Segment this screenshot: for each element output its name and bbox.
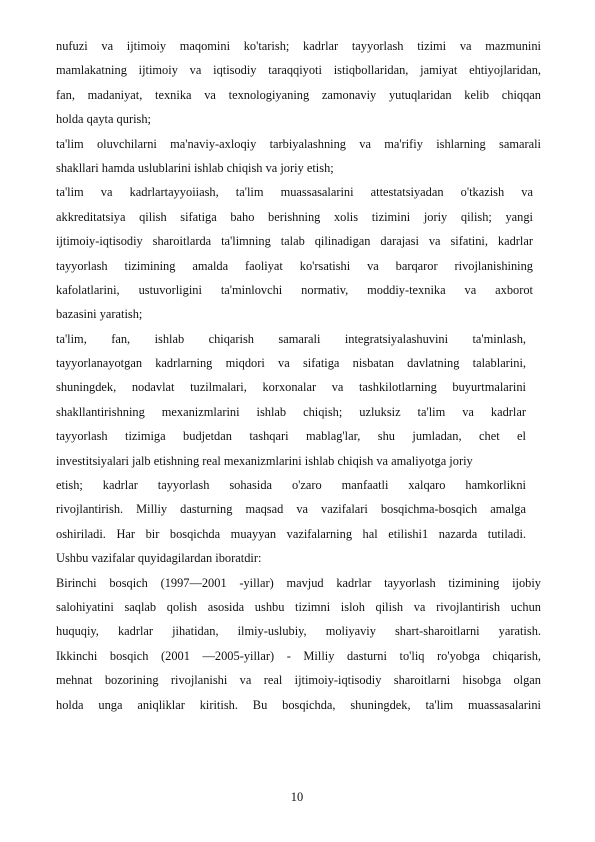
- text-line: holda unga aniqliklar kiritish. Bu bosqichda, shuningdek, ta'lim muassasalarini: [56, 698, 541, 712]
- text-line: ta'lim oluvchilarni ma'naviy-axloqiy tarbiyalashning va ma'rifiy ishlarning samarali: [56, 137, 541, 151]
- text-line: tayyorlash tizimining amalda faoliyat ko'rsatishi va barqaror rivojlanishining: [56, 259, 533, 273]
- text-line: salohiyatini saqlab qolish asosida ushbu tizimni isloh qilish va rivojlantirish uchun: [56, 600, 541, 614]
- text-line: kafolatlarini, ustuvorligini ta'minlovchi normativ, moddiy-texnika va axborot: [56, 283, 533, 297]
- text-line: huquqiy, kadrlar jihatidan, ilmiy-uslubiy, moliyaviy shart-sharoitlarni yaratish.: [56, 624, 541, 638]
- page-number: 10: [290, 790, 304, 804]
- text-line: shakllantirishning mexanizmlarini ishlab chiqish; uzluksiz ta'lim va kadrlar: [56, 405, 526, 419]
- text-line: ijtimoiy-iqtisodiy sharoitlarda ta'limning talab qilinadigan darajasi va sifatini, kadrlar: [56, 234, 533, 248]
- text-line: mehnat bozorining rivojlanishi va real ijtimoiy-iqtisodiy sharoitlarni hisobga olgan: [56, 673, 541, 687]
- text-line: holda qayta qurish;: [56, 112, 151, 126]
- text-line: tayyorlanayotgan kadrlarning miqdori va sifatiga nisbatan davlatning talablarini,: [56, 356, 526, 370]
- text-line: mamlakatning ijtimoiy va iqtisodiy taraqqiyoti istiqbollaridan, jamiyat ehtiyojlaridan,: [56, 63, 541, 77]
- text-line: rivojlantirish. Milliy dasturning maqsad va vazifalari bosqichma-bosqich amalga: [56, 502, 526, 516]
- text-line: Ushbu vazifalar quyidagilardan iboratdir:: [56, 551, 262, 565]
- text-line: Ikkinchi bosqich (2001 —2005-yillar) - Milliy dasturni to'liq ro'yobga chiqarish,: [56, 649, 541, 663]
- text-line: tayyorlash tizimiga budjetdan tashqari mablag'lar, shu jumladan, chet el: [56, 429, 526, 443]
- text-line: nufuzi va ijtimoiy maqomini ko'tarish; kadrlar tayyorlash tizimi va mazmunini: [56, 39, 541, 53]
- text-line: investitsiyalari jalb etishning real mexanizmlarini ishlab chiqish va amaliyotga joriy: [56, 454, 473, 468]
- text-line: fan, madaniyat, texnika va texnologiyaning zamonaviy yutuqlaridan kelib chiqqan: [56, 88, 541, 102]
- text-line: etish; kadrlar tayyorlash sohasida o'zaro manfaatli xalqaro hamkorlikni: [56, 478, 526, 492]
- text-line: bazasini yaratish;: [56, 307, 143, 321]
- text-line: ta'lim, fan, ishlab chiqarish samarali integratsiyalashuvini ta'minlash,: [56, 332, 526, 346]
- text-line: shakllari hamda uslublarini ishlab chiqish va joriy etish;: [56, 161, 334, 175]
- text-line: ta'lim va kadrlartayyoiiash, ta'lim muassasalarini attestatsiyadan o'tkazish va: [56, 185, 533, 199]
- text-line: oshiriladi. Har bir bosqichda muayyan vazifalarning hal etilishi1 nazarda tutiladi.: [56, 527, 526, 541]
- text-line: akkreditatsiya qilish sifatiga baho berishning xolis tizimini joriy qilish; yangi: [56, 210, 533, 224]
- text-line: Birinchi bosqich (1997—2001 -yillar) mavjud kadrlar tayyorlash tizimining ijobiy: [56, 576, 541, 590]
- text-line: shuningdek, nodavlat tuzilmalari, korxonalar va tashkilotlarning buyurtmalarini: [56, 380, 526, 394]
